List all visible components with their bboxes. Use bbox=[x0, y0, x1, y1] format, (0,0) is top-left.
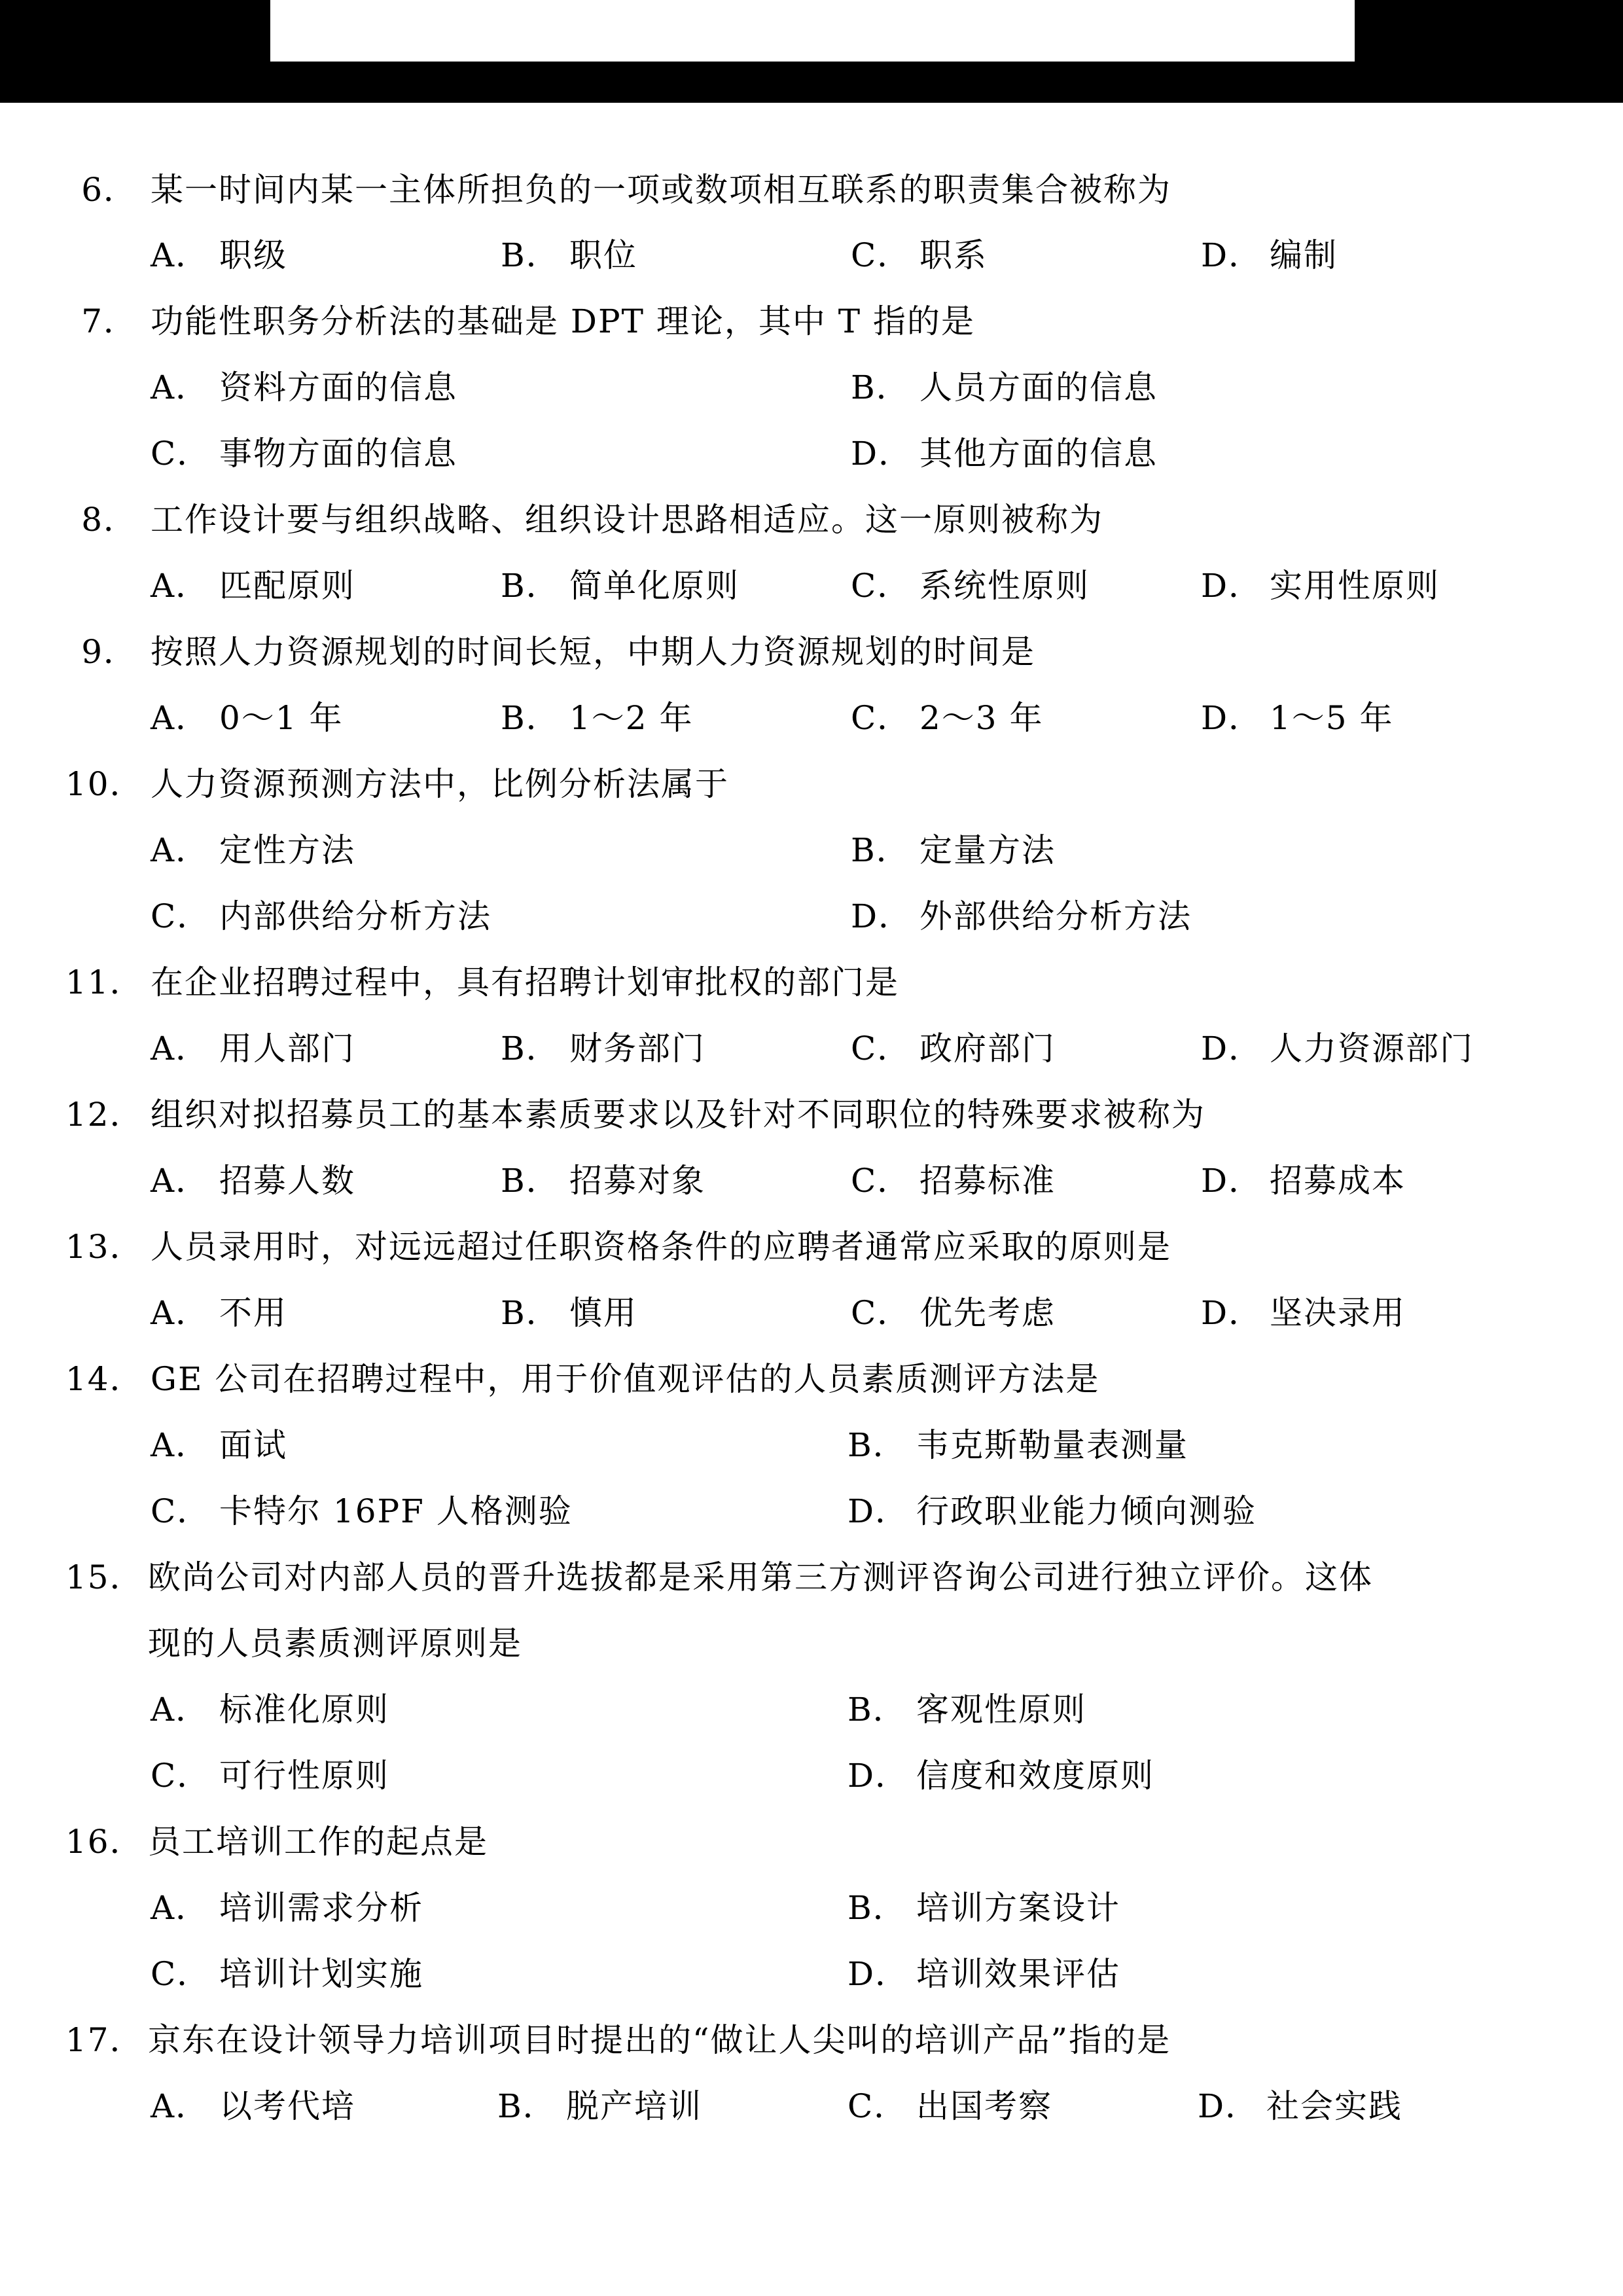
option-d[interactable] bbox=[851, 893, 1192, 939]
option-text: 慎用 bbox=[569, 1294, 637, 1332]
option-b[interactable] bbox=[847, 1422, 1188, 1468]
question-text: 按照人力资源规划的时间长短，中期人力资源规划的时间是 bbox=[151, 633, 1035, 671]
option-text: 招募成本 bbox=[1270, 1162, 1406, 1200]
scan-header-redaction-box bbox=[270, 0, 1355, 62]
option-text: 培训需求分析 bbox=[219, 1889, 423, 1927]
option-d[interactable] bbox=[1201, 232, 1338, 278]
option-c[interactable] bbox=[851, 563, 1090, 609]
option-letter: B． bbox=[501, 699, 560, 737]
option-text: 简单化原则 bbox=[569, 567, 740, 605]
option-a[interactable] bbox=[151, 365, 457, 410]
option-text: 可行性原则 bbox=[219, 1757, 389, 1795]
option-text: 实用性原则 bbox=[1270, 567, 1440, 605]
option-letter: C． bbox=[151, 1492, 211, 1530]
question-text: 功能性职务分析法的基础是 DPT 理论，其中 T 指的是 bbox=[151, 302, 976, 340]
option-letter: B． bbox=[851, 831, 910, 869]
option-d[interactable] bbox=[847, 1488, 1257, 1534]
question-number: 13． bbox=[65, 1228, 144, 1266]
option-b[interactable] bbox=[851, 827, 1056, 873]
option-letter: C． bbox=[151, 1955, 211, 1993]
option-letter: D． bbox=[851, 897, 913, 935]
question-number: 10． bbox=[65, 765, 144, 803]
option-text: 以考代培 bbox=[219, 2087, 355, 2125]
option-letter: B． bbox=[497, 2087, 557, 2125]
option-text: 面试 bbox=[219, 1426, 287, 1464]
option-text: 坚决录用 bbox=[1270, 1294, 1406, 1332]
option-letter: B． bbox=[501, 1030, 560, 1067]
question-text: 人力资源预测方法中，比例分析法属于 bbox=[151, 765, 729, 803]
option-text: 1～2 年 bbox=[569, 699, 694, 737]
option-letter: C． bbox=[851, 236, 912, 274]
option-letter: A． bbox=[151, 1889, 210, 1927]
question-text: 工作设计要与组织战略、组织设计思路相适应。这一原则被称为 bbox=[151, 501, 1103, 539]
option-letter: B． bbox=[847, 1889, 907, 1927]
question-number: 11． bbox=[65, 963, 144, 1001]
option-b[interactable] bbox=[847, 1687, 1086, 1732]
option-a[interactable] bbox=[151, 1158, 355, 1204]
question-number: 8． bbox=[81, 501, 137, 539]
option-letter: B． bbox=[851, 368, 910, 406]
option-letter: C． bbox=[851, 1294, 912, 1332]
option-a[interactable] bbox=[151, 827, 355, 873]
option-c[interactable] bbox=[151, 431, 457, 476]
option-text: 出国考察 bbox=[916, 2087, 1052, 2125]
option-b[interactable] bbox=[501, 1290, 637, 1336]
option-c[interactable] bbox=[151, 1488, 573, 1534]
option-text: 资料方面的信息 bbox=[219, 368, 457, 406]
option-letter: A． bbox=[151, 2087, 210, 2125]
option-letter: B． bbox=[847, 1691, 907, 1729]
option-letter: A． bbox=[151, 368, 210, 406]
option-b[interactable] bbox=[851, 365, 1158, 410]
option-letter: D． bbox=[847, 1955, 910, 1993]
question-text: 员工培训工作的起点是 bbox=[148, 1823, 488, 1861]
option-a[interactable] bbox=[151, 1885, 423, 1931]
option-d[interactable] bbox=[1201, 1290, 1406, 1336]
option-text: 人力资源部门 bbox=[1270, 1030, 1474, 1067]
option-text: 培训效果评估 bbox=[916, 1955, 1120, 1993]
question-text: 京东在设计领导力培训项目时提出的“做让人尖叫的培训产品”指的是 bbox=[148, 2021, 1171, 2059]
option-text: 人员方面的信息 bbox=[919, 368, 1158, 406]
question-number: 16． bbox=[65, 1823, 144, 1861]
option-d[interactable] bbox=[1201, 1026, 1474, 1071]
option-text: 编制 bbox=[1270, 236, 1338, 274]
option-b[interactable] bbox=[501, 563, 740, 609]
option-a[interactable] bbox=[151, 695, 344, 741]
option-d[interactable] bbox=[1201, 563, 1440, 609]
question-text: 人员录用时，对远远超过任职资格条件的应聘者通常应采取的原则是 bbox=[151, 1228, 1171, 1266]
option-letter: D． bbox=[1201, 1162, 1263, 1200]
option-letter: D． bbox=[1201, 236, 1263, 274]
question-text: 在企业招聘过程中，具有招聘计划审批权的部门是 bbox=[151, 963, 899, 1001]
option-letter: C． bbox=[151, 435, 211, 473]
question-number: 17． bbox=[65, 2021, 144, 2059]
option-letter: D． bbox=[847, 1757, 910, 1795]
question-text: 组织对拟招募员工的基本素质要求以及针对不同职位的特殊要求被称为 bbox=[151, 1096, 1205, 1134]
question-text: 欧尚公司对内部人员的晋升选拔都是采用第三方测评咨询公司进行独立评价。这体 bbox=[148, 1558, 1373, 1596]
option-letter: D． bbox=[1201, 699, 1263, 737]
option-text: 卡特尔 16PF 人格测验 bbox=[219, 1492, 573, 1530]
question-number: 6． bbox=[81, 171, 137, 209]
option-text: 职级 bbox=[219, 236, 287, 274]
question-number: 7． bbox=[81, 302, 137, 340]
option-letter: B． bbox=[501, 1162, 560, 1200]
option-letter: C． bbox=[847, 2087, 908, 2125]
option-letter: B． bbox=[501, 1294, 560, 1332]
option-d[interactable] bbox=[1201, 1158, 1406, 1204]
option-letter: A． bbox=[151, 1162, 210, 1200]
option-letter: A． bbox=[151, 831, 210, 869]
option-text: 行政职业能力倾向测验 bbox=[916, 1492, 1257, 1530]
option-letter: B． bbox=[847, 1426, 907, 1464]
option-d[interactable] bbox=[847, 1951, 1120, 1997]
option-text: 信度和效度原则 bbox=[916, 1757, 1154, 1795]
question-number: 12． bbox=[65, 1096, 144, 1134]
question-text-continued: 现的人员素质测评原则是 bbox=[148, 1624, 522, 1662]
option-a[interactable] bbox=[151, 1290, 287, 1336]
option-a[interactable] bbox=[151, 1687, 389, 1732]
option-text: 外部供给分析方法 bbox=[919, 897, 1192, 935]
option-text: 系统性原则 bbox=[919, 567, 1090, 605]
question-number: 15． bbox=[65, 1558, 144, 1596]
option-letter: D． bbox=[1201, 1294, 1263, 1332]
option-b[interactable] bbox=[501, 232, 637, 278]
option-letter: A． bbox=[151, 699, 210, 737]
option-c[interactable] bbox=[851, 1026, 1056, 1071]
option-text: 匹配原则 bbox=[219, 567, 355, 605]
option-c[interactable] bbox=[151, 1753, 389, 1799]
option-letter: B． bbox=[501, 236, 560, 274]
option-a[interactable] bbox=[151, 2083, 355, 2129]
option-letter: C． bbox=[851, 1162, 912, 1200]
option-text: 财务部门 bbox=[569, 1030, 705, 1067]
option-letter: C． bbox=[851, 1030, 912, 1067]
option-letter: A． bbox=[151, 1691, 210, 1729]
option-c[interactable] bbox=[851, 1290, 1056, 1336]
option-c[interactable] bbox=[151, 893, 491, 939]
option-letter: B． bbox=[501, 567, 560, 605]
option-text: 培训计划实施 bbox=[219, 1955, 423, 1993]
option-letter: A． bbox=[151, 1030, 210, 1067]
option-text: 招募标准 bbox=[919, 1162, 1056, 1200]
option-b[interactable] bbox=[501, 695, 694, 741]
option-text: 脱产培训 bbox=[566, 2087, 702, 2125]
option-letter: C． bbox=[851, 699, 912, 737]
option-a[interactable] bbox=[151, 563, 355, 609]
option-b[interactable] bbox=[501, 1158, 705, 1204]
option-letter: A． bbox=[151, 567, 210, 605]
option-letter: D． bbox=[1198, 2087, 1260, 2125]
option-letter: D． bbox=[1201, 567, 1263, 605]
option-text: 定量方法 bbox=[919, 831, 1056, 869]
option-c[interactable] bbox=[851, 695, 1044, 741]
option-text: 标准化原则 bbox=[219, 1691, 389, 1729]
option-text: 2～3 年 bbox=[919, 699, 1044, 737]
option-b[interactable] bbox=[497, 2083, 702, 2129]
option-c[interactable] bbox=[851, 1158, 1056, 1204]
option-text: 培训方案设计 bbox=[916, 1889, 1120, 1927]
option-text: 社会实践 bbox=[1266, 2087, 1402, 2125]
option-letter: A． bbox=[151, 1426, 210, 1464]
option-d[interactable] bbox=[1198, 2083, 1402, 2129]
option-letter: C． bbox=[851, 567, 912, 605]
question-text: GE 公司在招聘过程中，用于价值观评估的人员素质测评方法是 bbox=[151, 1360, 1100, 1398]
option-text: 职系 bbox=[919, 236, 988, 274]
option-letter: C． bbox=[151, 1757, 211, 1795]
option-text: 优先考虑 bbox=[919, 1294, 1056, 1332]
option-text: 定性方法 bbox=[219, 831, 355, 869]
option-b[interactable] bbox=[501, 1026, 705, 1071]
option-a[interactable] bbox=[151, 1422, 287, 1468]
option-d[interactable] bbox=[851, 431, 1158, 476]
option-text: 内部供给分析方法 bbox=[219, 897, 491, 935]
option-text: 客观性原则 bbox=[916, 1691, 1086, 1729]
option-text: 职位 bbox=[569, 236, 637, 274]
option-text: 韦克斯勒量表测量 bbox=[916, 1426, 1188, 1464]
option-c[interactable] bbox=[851, 232, 988, 278]
option-text: 0～1 年 bbox=[219, 699, 344, 737]
option-text: 用人部门 bbox=[219, 1030, 355, 1067]
option-a[interactable] bbox=[151, 1026, 355, 1071]
option-text: 不用 bbox=[219, 1294, 287, 1332]
question-number: 14． bbox=[65, 1360, 144, 1398]
option-letter: C． bbox=[151, 897, 211, 935]
question-number: 9． bbox=[81, 633, 137, 671]
option-text: 招募人数 bbox=[219, 1162, 355, 1200]
option-b[interactable] bbox=[847, 1885, 1120, 1931]
option-text: 其他方面的信息 bbox=[919, 435, 1158, 473]
option-text: 招募对象 bbox=[569, 1162, 705, 1200]
option-text: 政府部门 bbox=[919, 1030, 1056, 1067]
option-letter: A． bbox=[151, 1294, 210, 1332]
option-letter: A． bbox=[151, 236, 210, 274]
question-text: 某一时间内某一主体所担负的一项或数项相互联系的职责集合被称为 bbox=[151, 171, 1171, 209]
option-c[interactable] bbox=[847, 2083, 1052, 2129]
option-letter: D． bbox=[1201, 1030, 1263, 1067]
option-letter: D． bbox=[847, 1492, 910, 1530]
option-text: 1～5 年 bbox=[1270, 699, 1394, 737]
option-letter: D． bbox=[851, 435, 913, 473]
option-d[interactable] bbox=[1201, 695, 1394, 741]
option-a[interactable] bbox=[151, 232, 287, 278]
option-c[interactable] bbox=[151, 1951, 423, 1997]
option-d[interactable] bbox=[847, 1753, 1154, 1799]
option-text: 事物方面的信息 bbox=[219, 435, 457, 473]
